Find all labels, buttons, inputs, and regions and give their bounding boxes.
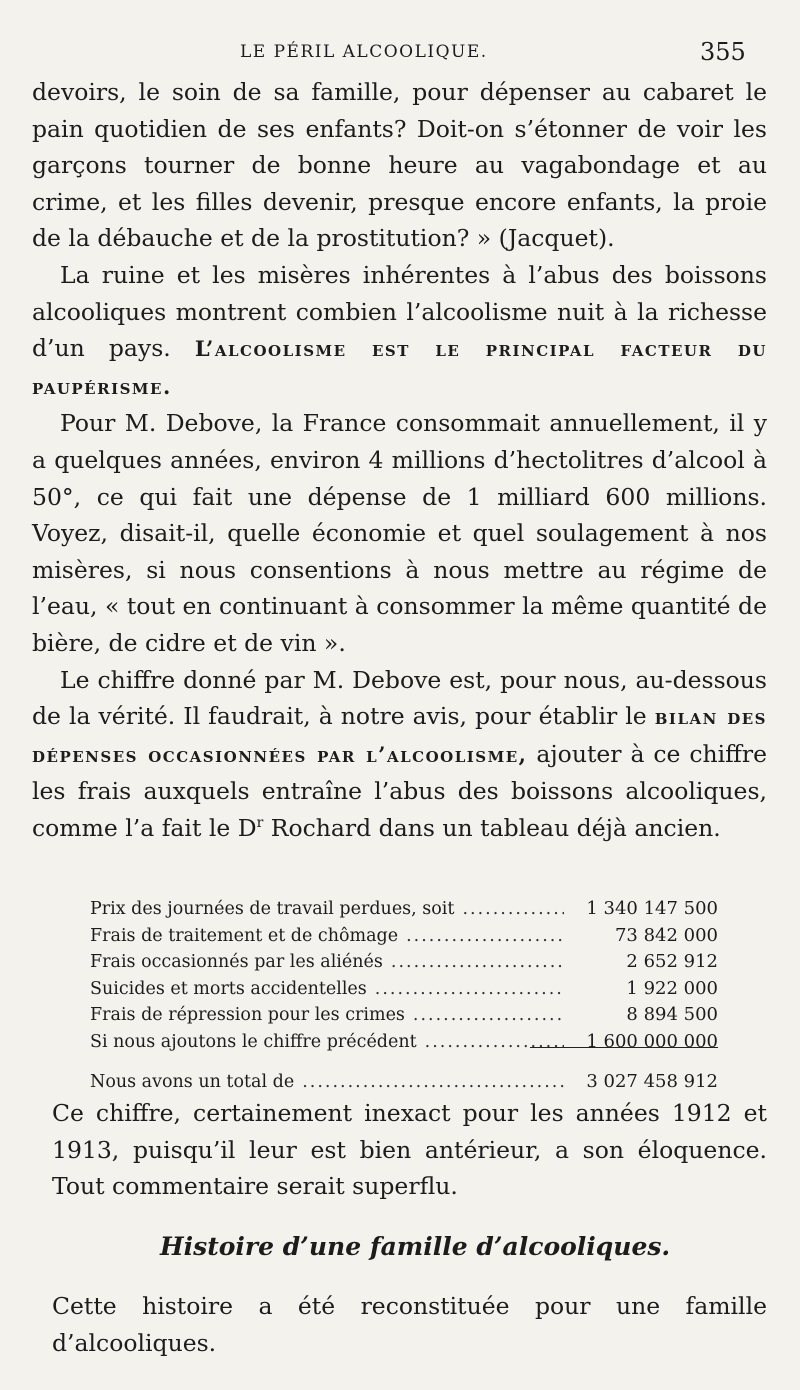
- emphasis-bilan: bilan des dépenses occasionnées par l’alcoolisme,: [32, 704, 767, 767]
- ledger-total-label: Nous avons un total de: [90, 1072, 295, 1092]
- ledger-row: [90, 949, 718, 976]
- ledger-row: [90, 896, 718, 923]
- ledger-row: [90, 923, 718, 950]
- paragraph-ruine-text: La ruine et les misères inhérentes à l’abus des boissons alcooliques montrent combien l’alcoolisme nuit à la richesse d’un pays.: [32, 260, 767, 363]
- paragraph-bilan-part-3: Rochard dans un tableau déjà ancien.: [270, 813, 721, 842]
- ledger-amount: 8 894 500: [626, 1004, 718, 1025]
- paragraph-debove: Pour M. Debove, la France consommait annuellement, il y a quelques années, environ 4 millions d’hectolitres d’alcool à 50°, ce qui fait une dépense de 1 milliard 600 millions. Voyez, disait-il, quelle économie et quel soulagement à nos misères, si nous consentions à nous mettre au régime de l’eau, « tout en continuant à consommer la même quantité de bière, de cidre et de vin ».: [32, 409, 767, 657]
- ledger-label: Frais occasionnés par les aliénés: [90, 952, 383, 972]
- running-title: LE PÉRIL ALCOOLIQUE.: [240, 42, 488, 62]
- ledger-label: Suicides et morts accidentelles: [90, 978, 367, 999]
- paragraph-quote-continuation: devoirs, le soin de sa famille, pour dépenser au cabaret le pain quotidien de ses enfants? Doit-on s’étonner de voir les garçons tourner de bonne heure au vagabondage et au crime, et les filles devenir, presque encore enfants, la proie de la débauche et de la prostitution? » (Jacquet).: [32, 78, 767, 253]
- expense-ledger: [90, 896, 718, 1096]
- ledger-leader-dots: [302, 1070, 564, 1096]
- ledger-amount: 73 842 000: [614, 924, 718, 946]
- ledger-row: [90, 976, 718, 1003]
- ledger-amount: 1 340 147 500: [586, 898, 718, 919]
- paragraph-bilan: [32, 662, 767, 847]
- paragraph-histoire: Cette histoire a été reconstituée pour une famille d’alcooliques.: [52, 1292, 767, 1357]
- ledger-label: Frais de répression pour les crimes: [90, 1005, 405, 1025]
- text-block-upper: [32, 74, 767, 846]
- ledger-leader-dots: [413, 1003, 564, 1029]
- section-heading: Histoire d’une famille d’alcooliques.: [160, 1232, 671, 1261]
- ledger-total-row: [90, 1069, 718, 1096]
- ledger-leader-dots: [425, 1030, 564, 1056]
- ledger-row: [90, 1029, 718, 1056]
- ledger-total-amount: 3 027 458 912: [586, 1071, 718, 1092]
- page-number: 355: [700, 38, 746, 66]
- text-block-middle: [52, 1095, 767, 1205]
- ledger-amount: 2 652 912: [626, 951, 718, 972]
- ledger-leader-dots: [375, 977, 564, 1003]
- ledger-leader-dots: [406, 924, 564, 950]
- ledger-label: Frais de traitement et de chômage: [90, 925, 399, 946]
- paragraph-ruine: [32, 257, 767, 405]
- ledger-leader-dots: [391, 950, 564, 976]
- ledger-leader-dots: [462, 897, 564, 923]
- ledger-label: Prix des journées de travail perdues, soit: [90, 899, 455, 919]
- ledger-row: [90, 1002, 718, 1029]
- page-header: [0, 38, 800, 68]
- text-block-lower: [52, 1288, 767, 1361]
- paragraph-conclusion: Ce chiffre, certainement inexact pour les années 1912 et 1913, puisqu’il leur est bien antérieur, a son éloquence. Tout commentaire serait superflu.: [52, 1099, 767, 1201]
- paragraph-bilan-part-1: Le chiffre donné par M. Debove est, pour nous, au-dessous de la vérité. Il faudrait, à notre avis, pour établir le: [32, 665, 767, 731]
- ledger-amount: 1 600 000 000: [586, 1030, 718, 1052]
- ledger-amount: 1 922 000: [626, 977, 718, 999]
- paragraph-bilan-part-2: ajouter à ce chiffre les frais auxquels entraîne l’abus des boissons alcooliques, comme l’a fait le D: [32, 739, 767, 842]
- ledger-label: Si nous ajoutons le chiffre précédent: [90, 1031, 417, 1052]
- doctor-superscript: r: [256, 815, 264, 832]
- emphasis-pauperisme: L’alcoolisme est le principal facteur du paupérisme.: [32, 336, 767, 399]
- ledger-sum-rule: [530, 1047, 718, 1048]
